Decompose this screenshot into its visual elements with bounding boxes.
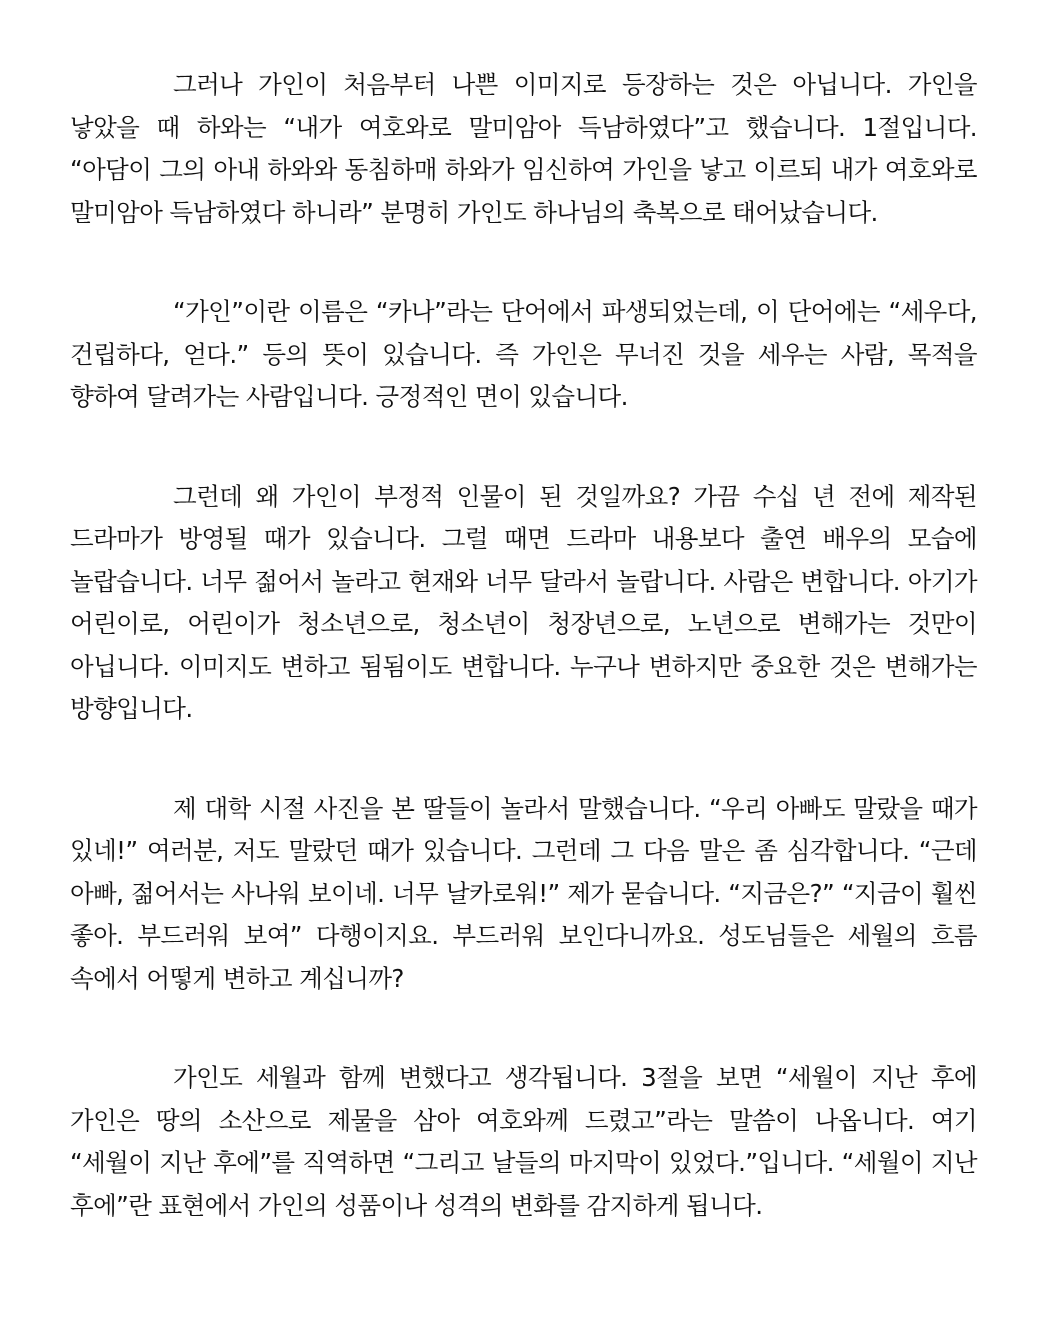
paragraph-3: 그런데 왜 가인이 부정적 인물이 된 것일까요? 가끔 수십 년 전에 제작된 드라마가 방영될 때가 있습니다. 그럴 때면 드라마 내용보다 출연 배우의 모습에 놀랍습니다. 너무 젊어서 놀라고 현재와 너무 달라서 놀랍니다. 사람은 변합니다. 아기가 어린이로, 어린이가 청소년으로, 청소년이 청장년으로, 노년으로 변해가는 것만이 아닙니다. 이미지도 변하고 됨됨이도 변합니다. 누구나 변하지만 중요한 것은 변해가는 방향입니다. <box>70 481 977 723</box>
paragraph-1: 그러나 가인이 처음부터 나쁜 이미지로 등장하는 것은 아닙니다. 가인을 낳았을 때 하와는 “내가 여호와로 말미암아 득남하였다”고 했습니다. 1절입니다. “아담이 그의 아내 하와와 동침하매 하와가 임신하여 가인을 낳고 이르되 내가 여호와로 말미암아 득남하였다 하니라” 분명히 가인도 하나님의 축복으로 태어났습니다. <box>70 70 977 227</box>
paragraph-5: 가인도 세월과 함께 변했다고 생각됩니다. 3절을 보면 “세월이 지난 후에 가인은 땅의 소산으로 제물을 삼아 여호와께 드렸고”라는 말씀이 나옵니다. 여기 “세월이 지난 후에”를 직역하면 “그리고 날들의 마지막이 있었다.”입니다. “세월이 지난 후에”란 표현에서 가인의 성품이나 성격의 변화를 감지하게 됩니다. <box>70 1063 977 1220</box>
paragraph-2: “가인”이란 이름은 “카나”라는 단어에서 파생되었는데, 이 단어에는 “세우다, 건립하다, 얻다.” 등의 뜻이 있습니다. 즉 가인은 무너진 것을 세우는 사람, 목적을 향하여 달려가는 사람입니다. 긍정적인 면이 있습니다. <box>70 297 977 411</box>
document-page <box>70 64 977 1227</box>
paragraph-4: 제 대학 시절 사진을 본 딸들이 놀라서 말했습니다. “우리 아빠도 말랐을 때가 있네!” 여러분, 저도 말랐던 때가 있습니다. 그런데 그 다음 말은 좀 심각합니다. “근데 아빠, 젊어서는 사나워 보이네. 너무 날카로워!” 제가 묻습니다. “지금은?” “지금이 훨씬 좋아. 부드러워 보여” 다행이지요. 부드러워 보인다니까요. 성도님들은 세월의 흐름 속에서 어떻게 변하고 계십니까? <box>70 793 977 993</box>
